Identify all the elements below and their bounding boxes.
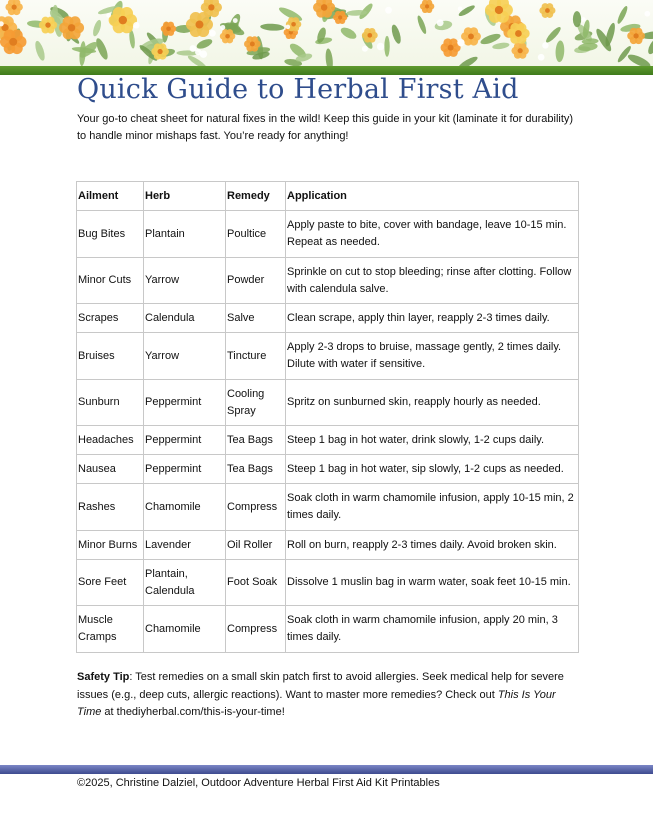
intro-text: Your go-to cheat sheet for natural fixes in the wild! Keep this guide in your kit (laminate it for durability) to handle minor mishaps fast. You’re ready for anything! <box>77 113 574 142</box>
safety-tip-label: Safety Tip <box>77 671 130 683</box>
application-cell: Sprinkle on cut to stop bleeding; rinse after clotting. Follow with calendula salve. <box>286 258 579 304</box>
table-row <box>77 426 579 455</box>
remedy-cell: Powder <box>226 258 286 304</box>
remedy-cell: Tea Bags <box>226 426 286 455</box>
application-cell: Steep 1 bag in hot water, sip slowly, 1-2 cups as needed. <box>286 455 579 484</box>
remedy-cell: Compress <box>226 484 286 531</box>
herb-cell: Peppermint <box>144 426 226 455</box>
floral-header-banner <box>0 0 653 68</box>
ailment-cell: Minor Cuts <box>77 258 144 304</box>
table-row <box>77 484 579 531</box>
application-cell: Soak cloth in warm chamomile infusion, apply 20 min, 3 times daily. <box>286 606 579 653</box>
herb-cell: Lavender <box>144 531 226 560</box>
application-cell: Clean scrape, apply thin layer, reapply 2-3 times daily. <box>286 304 579 333</box>
ailment-cell: Muscle Cramps <box>77 606 144 653</box>
column-header-remedy: Remedy <box>226 182 286 211</box>
application-cell: Dissolve 1 muslin bag in warm water, soak feet 10-15 min. <box>286 560 579 606</box>
herb-cell: Peppermint <box>144 455 226 484</box>
herb-cell: Calendula <box>144 304 226 333</box>
safety-tip-text: : Test remedies on a small skin patch first to avoid allergies. Seek medical help for severe issues (e.g., deep cuts, allergic reactions). Want to master more remedies? Check out <box>77 671 564 701</box>
herb-cell: Plantain, Calendula <box>144 560 226 606</box>
page-title: Quick Guide to Herbal First Aid <box>77 74 519 105</box>
application-cell: Apply paste to bite, cover with bandage, leave 10-15 min. Repeat as needed. <box>286 211 579 258</box>
footer-copyright: ©2025, Christine Dalziel, Outdoor Adventure Herbal First Aid Kit Printables <box>77 777 440 789</box>
table-row <box>77 606 579 653</box>
table-row <box>77 455 579 484</box>
safety-tip <box>77 669 577 722</box>
table-row <box>77 211 579 258</box>
herb-cell: Yarrow <box>144 333 226 380</box>
application-cell: Apply 2-3 drops to bruise, massage gently, 2 times daily. Dilute with water if sensitive. <box>286 333 579 380</box>
ailment-cell: Headaches <box>77 426 144 455</box>
footer-blue-bar <box>0 765 653 774</box>
column-header-ailment: Ailment <box>77 182 144 211</box>
application-cell: Soak cloth in warm chamomile infusion, apply 10-15 min, 2 times daily. <box>286 484 579 531</box>
remedy-cell: Cooling Spray <box>226 380 286 426</box>
table-row <box>77 380 579 426</box>
remedy-cell: Tincture <box>226 333 286 380</box>
ailment-cell: Scrapes <box>77 304 144 333</box>
remedy-cell: Oil Roller <box>226 531 286 560</box>
remedy-cell: Foot Soak <box>226 560 286 606</box>
herb-cell: Chamomile <box>144 484 226 531</box>
ailment-cell: Bruises <box>77 333 144 380</box>
table-row <box>77 560 579 606</box>
ailment-cell: Bug Bites <box>77 211 144 258</box>
table-row <box>77 304 579 333</box>
table-row <box>77 531 579 560</box>
remedy-cell: Salve <box>226 304 286 333</box>
table-row <box>77 258 579 304</box>
safety-tip-link-text: at thediyherbal.com/this-is-your-time! <box>101 706 285 718</box>
herb-cell: Yarrow <box>144 258 226 304</box>
remedy-cell: Poultice <box>226 211 286 258</box>
application-cell: Roll on burn, reapply 2-3 times daily. Avoid broken skin. <box>286 531 579 560</box>
ailment-cell: Sore Feet <box>77 560 144 606</box>
table-row <box>77 333 579 380</box>
herb-cell: Peppermint <box>144 380 226 426</box>
flower-garland-icon <box>0 0 653 68</box>
column-header-herb: Herb <box>144 182 226 211</box>
herb-cell: Plantain <box>144 211 226 258</box>
herb-cell: Chamomile <box>144 606 226 653</box>
ailment-cell: Minor Burns <box>77 531 144 560</box>
ailment-cell: Nausea <box>77 455 144 484</box>
remedy-cell: Compress <box>226 606 286 653</box>
ailment-cell: Rashes <box>77 484 144 531</box>
column-header-application: Application <box>286 182 579 211</box>
book-title: This Is Your Time <box>77 688 556 718</box>
table-header-row <box>77 182 579 211</box>
ailment-cell: Sunburn <box>77 380 144 426</box>
remedy-cell: Tea Bags <box>226 455 286 484</box>
application-cell: Spritz on sunburned skin, reapply hourly as needed. <box>286 380 579 426</box>
first-aid-table <box>76 181 579 653</box>
application-cell: Steep 1 bag in hot water, drink slowly, 1-2 cups daily. <box>286 426 579 455</box>
